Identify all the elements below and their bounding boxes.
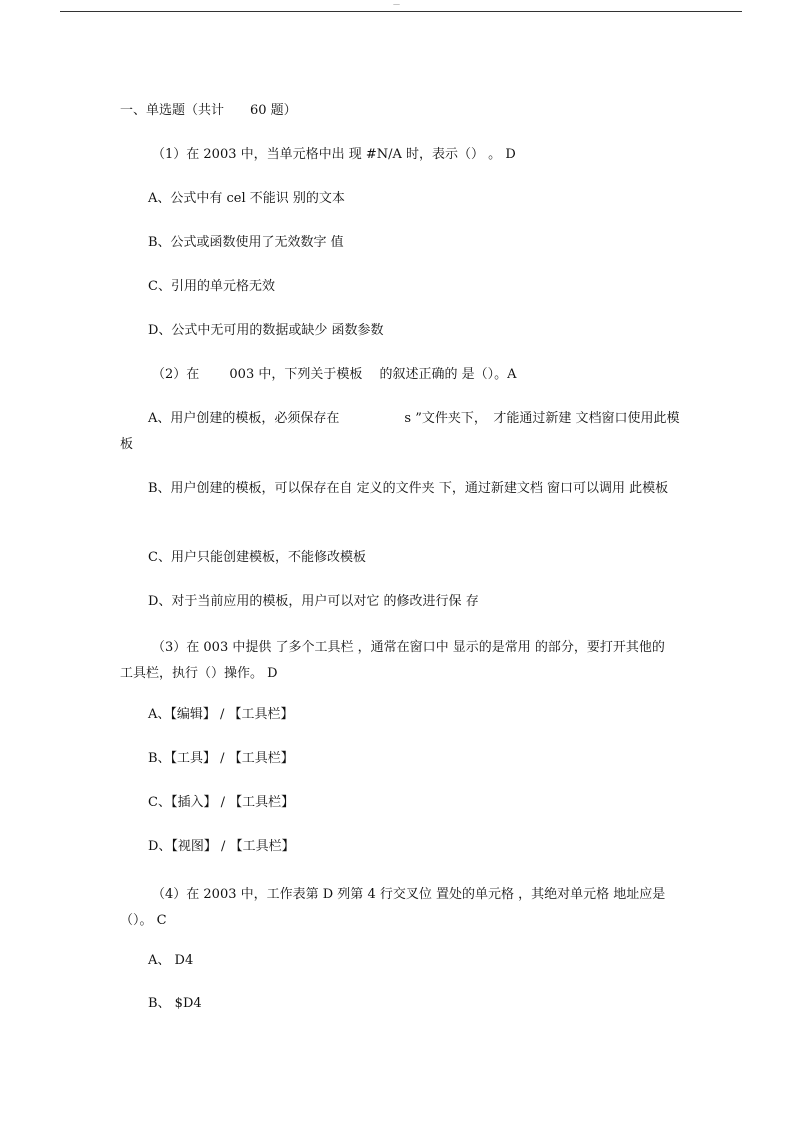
question-2-stem: （2）在 003 中，下列关于模板 的叙述正确的 是（）。A bbox=[152, 367, 517, 382]
question-1-stem: （1）在 2003 中，当单元格中出 现 #N/A 时，表示（） 。 D bbox=[152, 147, 516, 162]
question-2-option-d: D、对于当前应用的模板，用户可以对它 的修改进行保 存 bbox=[148, 594, 479, 609]
question-3-option-a: A、【编辑】 / 【工具栏】 bbox=[148, 707, 294, 722]
question-2-option-c: C、用户只能创建模板，不能修改模板 bbox=[148, 550, 366, 565]
question-1-option-a: A、公式中有 cel 不能识 别的文本 bbox=[148, 191, 345, 206]
question-4-stem: （4）在 2003 中，工作表第 D 列第 4 行交叉位 置处的单元格 ，其绝对单元格 地址应是（）。 C bbox=[120, 887, 666, 928]
header-mark: — bbox=[393, 0, 400, 8]
question-2-option-a: A、用户创建的模板，必须保存在 s ”文件夹下， 才能通过新建 文档窗口使用此模板 bbox=[120, 411, 680, 452]
question-3-option-d: D、【视图】 / 【工具栏】 bbox=[148, 839, 295, 854]
question-1-option-b: B、公式或函数使用了无效数字 值 bbox=[148, 235, 344, 250]
question-4-option-a: A、 D4 bbox=[148, 953, 194, 968]
section-title: 一、单选题（共计 60 题） bbox=[120, 103, 297, 118]
header-rule bbox=[60, 11, 742, 12]
question-3-option-b: B、【工具】 / 【工具栏】 bbox=[148, 751, 294, 766]
question-4-option-b: B、 $D4 bbox=[148, 996, 202, 1011]
question-1-option-d: D、公式中无可用的数据或缺少 函数参数 bbox=[148, 323, 384, 338]
question-3-stem: （3）在 003 中提供 了多个工具栏 ，通常在窗口中 显示的是常用 的部分，要打开其他的 工具栏，执行（）操作。 D bbox=[120, 640, 665, 681]
question-2-option-b: B、用户创建的模板，可以保存在自 定义的文件夹 下，通过新建文档 窗口可以调用 此模板 bbox=[148, 481, 669, 496]
question-1-option-c: C、引用的单元格无效 bbox=[148, 279, 275, 294]
question-3-option-c: C、【插入】 / 【工具栏】 bbox=[148, 795, 295, 810]
